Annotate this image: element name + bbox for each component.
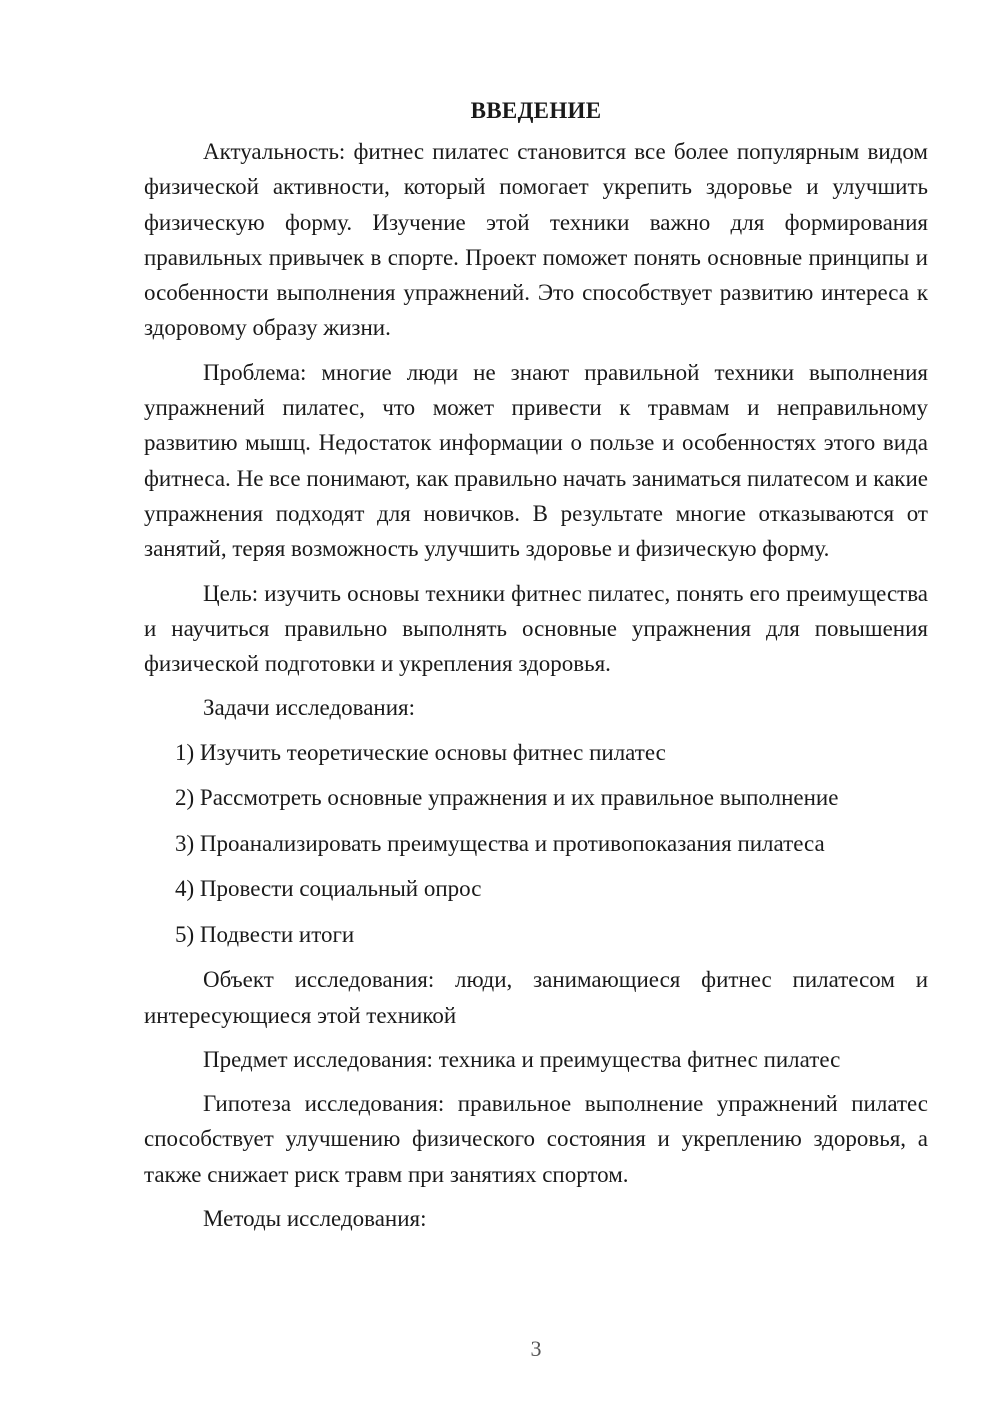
- subject-paragraph: Предмет исследования: техника и преимущества фитнес пилатес: [203, 1046, 841, 1072]
- task-item: 3) Проанализировать преимущества и противопоказания пилатеса: [175, 830, 825, 856]
- task-item: 5) Подвести итоги: [175, 921, 355, 947]
- task-item: 1) Изучить теоретические основы фитнес пилатес: [175, 739, 666, 765]
- goal-paragraph: Цель: изучить основы техники фитнес пилатес, понять его преимущества и научиться правильно выполнять основные упражнения для повышения физической подготовки и укрепления здоровья.: [144, 580, 928, 677]
- document-title: ВВЕДЕНИЕ: [470, 98, 602, 123]
- tasks-list: [144, 735, 928, 952]
- task-item: 2) Рассмотреть основные упражнения и их правильное выполнение: [175, 785, 839, 811]
- page-number: 3: [530, 1336, 542, 1361]
- methods-heading: Методы исследования:: [203, 1206, 427, 1232]
- document-page: [144, 96, 928, 1245]
- problem-paragraph: Проблема: многие люди не знают правильной техники выполнения упражнений пилатес, что может привести к травмам и неправильному развитию мышц. Недостаток информации о пользе и особенностях этого вида фитнеса. Не все понимают, как правильно начать заниматься пилатесом и какие упражнения подходят для новичков. В результате многие отказываются от занятий, теряя возможность улучшить здоровье и физическую форму.: [144, 359, 928, 562]
- object-paragraph: Объект исследования: люди, занимающиеся фитнес пилатесом и интересующиеся этой техникой: [144, 967, 928, 1028]
- task-item: 4) Провести социальный опрос: [175, 876, 482, 902]
- tasks-heading: Задачи исследования:: [203, 695, 416, 721]
- relevance-paragraph: Актуальность: фитнес пилатес становится все более популярным видом физической активности, который помогает укрепить здоровье и улучшить физическую форму. Изучение этой техники важно для формирования правильных привычек в спорте. Проект поможет понять основные принципы и особенности выполнения упражнений. Это способствует развитию интереса к здоровому образу жизни.: [144, 139, 928, 341]
- hypothesis-paragraph: Гипотеза исследования: правильное выполнение упражнений пилатес способствует улучшению физического состояния и укреплению здоровья, а также снижает риск травм при занятиях спортом.: [144, 1091, 928, 1187]
